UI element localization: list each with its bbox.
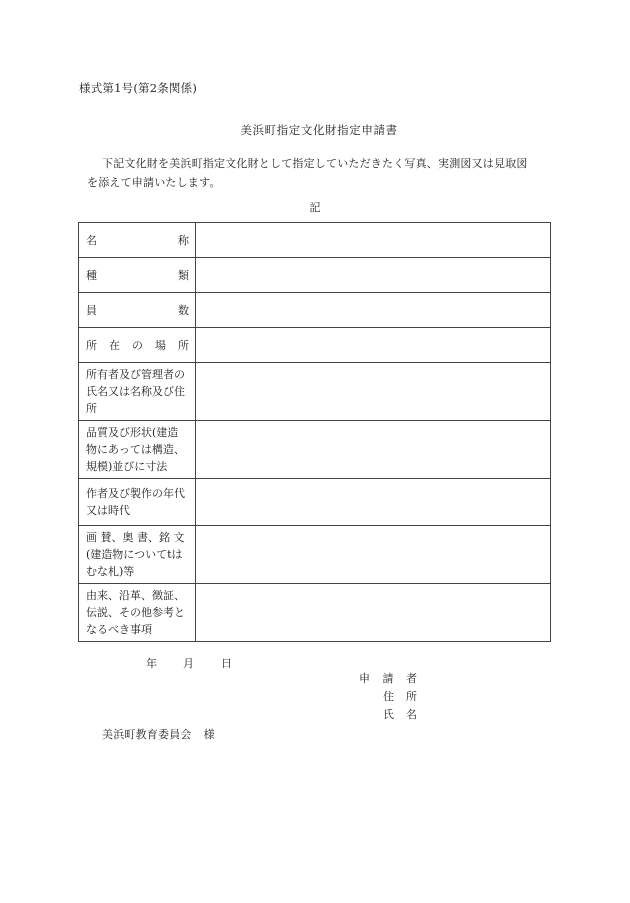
addressee [102,726,215,742]
label-line: 又は時代 [86,504,130,517]
applicant-heading [359,670,417,688]
label-char: 名 [406,708,417,721]
table-row [79,584,551,642]
label-char: 所 [406,690,417,703]
value-cell-name[interactable] [196,223,551,258]
label-char: 数 [178,303,189,317]
label-char: 在 [109,338,120,352]
label-char: 称 [178,233,189,247]
label-char: 所 [178,338,189,352]
date-line [146,655,232,671]
table-row [79,293,551,328]
label-line: 品質及び形状(建造 [86,426,179,439]
document-title: 美浜町指定文化財指定申請書 [240,123,398,137]
label-line: 画 賛、奥 書、銘 文 [86,531,185,544]
value-cell-location[interactable] [196,328,551,363]
table-row [79,223,551,258]
label-line: 伝説、その他参考と [86,606,185,619]
form-number: 様式第1号(第2条関係) [79,81,198,95]
label-char: 請 [382,672,394,685]
row-label-location [79,328,196,363]
row-label-quality [79,421,196,479]
table-row [79,526,551,584]
value-cell-history[interactable] [196,584,551,642]
table-row [79,479,551,526]
label-line: 作者及び製作の年代 [86,487,185,500]
table-row [79,328,551,363]
label-char: 住 [383,690,394,703]
label-line: 所 [86,402,97,415]
table-row [79,258,551,293]
table-row [79,363,551,421]
addressee-name: 美浜町教育委員会 [102,728,192,741]
row-label-count [79,293,196,328]
value-cell-quality[interactable] [196,421,551,479]
application-table [78,222,551,642]
label-char: 氏 [383,708,394,721]
label-char: の [132,338,143,352]
label-line: 所有者及び管理者の [86,368,185,381]
applicant-block [359,670,417,724]
row-label-history [79,584,196,642]
value-cell-author[interactable] [196,479,551,526]
value-cell-count[interactable] [196,293,551,328]
label-line: 氏名又は名称及び住 [86,385,185,398]
addressee-honorific: 様 [203,728,215,741]
row-label-author [79,479,196,526]
ki-heading: 記 [309,201,321,214]
label-line: 由来、沿革、徴証、 [86,589,185,602]
row-label-name [79,223,196,258]
label-char: 類 [178,268,189,282]
table-row [79,421,551,479]
date-year: 年 [146,657,157,670]
label-line: むな札)等 [86,565,135,578]
intro-line-1: 下記文化財を美浜町指定文化財として指定していただきたく写真、実測図又は見取図 [102,157,528,170]
label-char: 者 [406,672,417,685]
row-label-type [79,258,196,293]
label-line: 物にあっては構造、 [86,443,185,456]
applicant-name-label [383,706,417,724]
label-line: 規模)並びに寸法 [86,460,168,473]
label-char: 種 [86,268,97,282]
applicant-address-label [383,688,417,706]
value-cell-type[interactable] [196,258,551,293]
label-line: (建造物についてtは [86,548,183,561]
label-char: 申 [359,672,370,685]
date-month: 月 [183,657,194,670]
value-cell-owner[interactable] [196,363,551,421]
intro-line-2: を添えて申請いたします。 [87,176,221,189]
row-label-inscriptions [79,526,196,584]
intro-paragraph [87,154,560,192]
label-char: 場 [155,338,166,352]
label-line: なるべき事項 [86,623,152,636]
date-day: 日 [221,657,232,670]
label-char: 名 [86,233,97,247]
label-char: 員 [86,303,97,317]
value-cell-inscriptions[interactable] [196,526,551,584]
label-char: 所 [86,338,97,352]
row-label-owner [79,363,196,421]
